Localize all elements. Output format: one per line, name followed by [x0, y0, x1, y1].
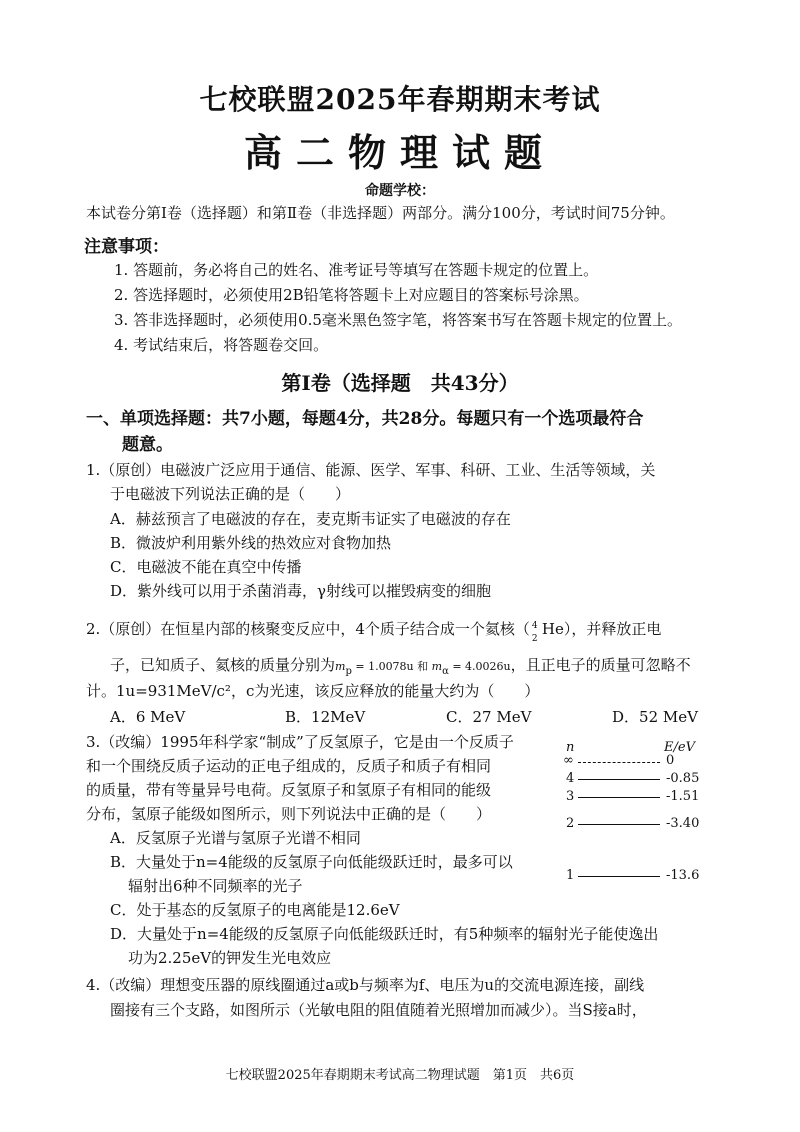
page-footer: 七校联盟2025年春期期末考试高二物理试题 第1页 共6页	[225, 1068, 575, 1083]
question-2-text: 子，已知质子、氦核的质量分别为	[110, 656, 336, 674]
proton-subscript: p	[345, 666, 352, 677]
school-label: 命题学校：	[365, 183, 435, 199]
question-3-option-a: A．反氢原子光谱与氢原子光谱不相同	[110, 829, 361, 847]
question-1-option-b: B．微波炉利用紫外线的热效应对食物加热	[110, 534, 392, 552]
level-line-infinity	[578, 762, 660, 764]
question-2-option-b: B．12MeV	[285, 708, 366, 726]
proton-mass-value: = 1.0078u 和	[351, 660, 432, 673]
question-2-text: 2.（原创）在恒星内部的核聚变反应中，4个质子结合成一个氦核（	[86, 620, 530, 638]
notice-item: 1. 答题前，务必将自己的姓名、准考证号等填写在答题卡规定的位置上。	[114, 261, 599, 279]
section-heading-cont: 题意。	[122, 435, 173, 455]
helium-symbol: He	[541, 620, 564, 638]
question-3-stem: 3.（改编）1995年科学家“制成”了反氢原子，它是由一个反质子	[86, 733, 514, 751]
helium-subscript: α	[442, 666, 449, 677]
question-3-option-c: C．处于基态的反氢原子的电离能是12.6eV	[110, 901, 400, 919]
level-line-1	[578, 876, 660, 877]
notice-heading: 注意事项：	[84, 237, 169, 257]
question-1-option-d: D．紫外线可以用于杀菌消毒，γ射线可以摧毁病变的细胞	[110, 582, 491, 600]
question-1-stem: 1.（原创）电磁波广泛应用于通信、能源、医学、军事、科研、工业、生活等领域，关	[86, 461, 656, 479]
question-4-stem: 4.（改编）理想变压器的原线圈通过a或b与频率为f、电压为u的交流电源连接，副线	[86, 976, 645, 994]
level-line-2	[578, 824, 660, 825]
helium-mass-symbol: m	[431, 660, 443, 673]
question-1-option-c: C．电磁波不能在真空中传播	[110, 558, 302, 576]
mass-number: 4	[531, 621, 538, 631]
exam-intro: 本试卷分第Ⅰ卷（选择题）和第Ⅱ卷（非选择题）两部分。满分100分，考试时间75分钟。	[86, 204, 675, 222]
level-energy-label: -0.85	[666, 771, 700, 786]
level-line-3	[578, 797, 660, 798]
question-4-stem-cont: 圈接有三个支路，如图所示（光敏电阻的阻值随着光照增加而减少）。当S接a时，	[110, 1001, 647, 1019]
question-2-option-d: D．52 MeV	[612, 708, 698, 726]
notice-item: 2. 答选择题时，必须使用2B铅笔将答题卡上对应题目的答案标号涂黑。	[114, 286, 589, 304]
level-n-label: 3	[566, 789, 575, 804]
question-2-text-end: ，且正电子的质量可忽略不	[510, 656, 691, 674]
n-axis-label: n	[566, 740, 575, 755]
part-title: 第Ⅰ卷（选择题 共43分）	[281, 371, 519, 395]
question-2-stem-cont2: 计。1u=931MeV/c²，c为光速，该反应释放的能量大约为（ ）	[86, 682, 540, 700]
question-3-stem-cont: 的质量，带有等量异号电荷。反氢原子和氢原子有相同的能级	[86, 781, 492, 799]
question-2-option-c: C．27 MeV	[446, 708, 532, 726]
question-3-stem-cont: 和一个围绕反质子运动的正电子组成的，反质子和质子有相同	[86, 757, 492, 775]
question-1-option-a: A．赫兹预言了电磁波的存在，麦克斯韦证实了电磁波的存在	[110, 510, 511, 528]
subject-title: 高二物理试题	[243, 130, 556, 175]
helium-mass-value: = 4.0026u	[448, 660, 511, 673]
level-n-label: 1	[566, 868, 575, 883]
question-2-option-a: A．6 MeV	[110, 708, 186, 726]
helium-nuclide	[530, 620, 542, 644]
notice-item: 4. 考试结束后，将答题卷交回。	[114, 336, 329, 354]
question-3-option-b: B．大量处于n=4能级的反氢原子向低能级跃迁时，最多可以	[110, 853, 513, 871]
level-line-4	[578, 779, 660, 780]
level-n-label: 4	[566, 771, 575, 786]
energy-axis-label: E/eV	[664, 740, 695, 755]
question-1-stem-cont: 于电磁波下列说法正确的是（ ）	[110, 485, 351, 503]
question-3-stem-cont: 分布，氢原子能级如图所示，则下列说法中正确的是（ ）	[86, 805, 492, 823]
level-n-label: 2	[566, 816, 575, 831]
level-n-label: ∞	[563, 753, 574, 768]
atomic-number: 2	[531, 634, 538, 644]
question-3-option-d: D．大量处于n=4能级的反氢原子向低能级跃迁时，有5种频率的辐射光子能使逸出	[110, 925, 659, 943]
level-energy-label: 0	[666, 753, 675, 768]
level-energy-label: -1.51	[666, 789, 700, 804]
question-2-text-end: ），并释放正电	[563, 620, 662, 638]
notice-item: 3. 答非选择题时，必须使用0.5毫米黑色签字笔，将答案书写在答题卡规定的位置上。	[114, 311, 682, 329]
exam-title: 七校联盟2025年春期期末考试	[199, 83, 601, 116]
level-energy-label: -13.6	[666, 868, 700, 883]
question-2-stem-cont	[110, 655, 691, 682]
proton-mass-symbol: m	[335, 660, 346, 673]
question-2-stem	[86, 619, 662, 644]
question-3-option-d-cont: 功为2.25eV的钾发生光电效应	[128, 949, 332, 967]
question-3-option-b-cont: 辐射出6种不同频率的光子	[128, 877, 303, 895]
section-heading: 一、单项选择题：共7小题，每题4分，共28分。每题只有一个选项最符合	[86, 409, 644, 429]
level-energy-label: -3.40	[666, 816, 700, 831]
